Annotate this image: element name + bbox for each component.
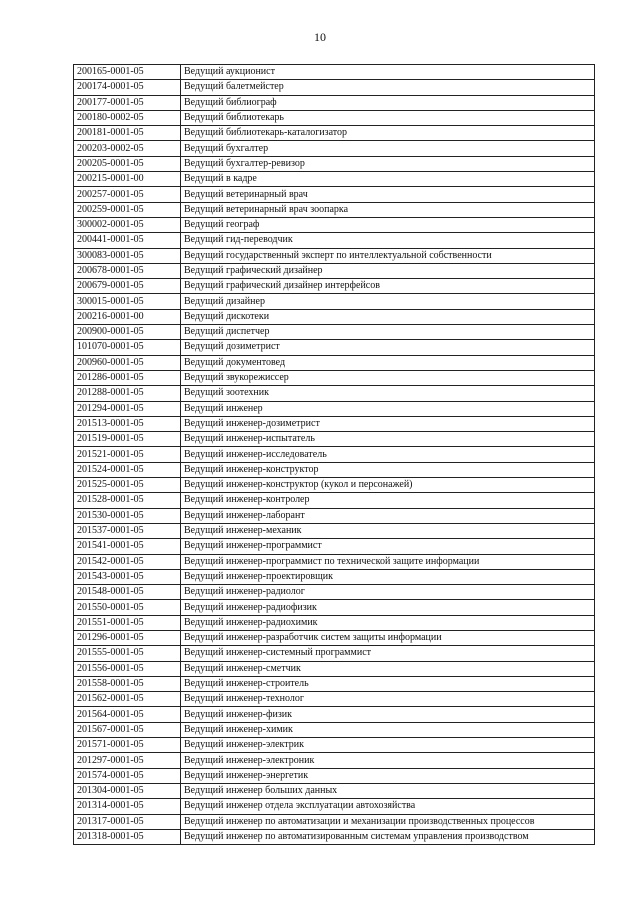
occupation-name: Ведущий диспетчер bbox=[181, 325, 595, 340]
table-row bbox=[74, 248, 595, 263]
occupation-name: Ведущий инженер-физик bbox=[181, 707, 595, 722]
table-row bbox=[74, 814, 595, 829]
occupation-name: Ведущий государственный эксперт по интеллектуальной собственности bbox=[181, 248, 595, 263]
occupation-code: 300083-0001-05 bbox=[74, 248, 181, 263]
table-row bbox=[74, 432, 595, 447]
occupation-name: Ведущий бухгалтер-ревизор bbox=[181, 156, 595, 171]
occupation-name: Ведущий инженер-электрик bbox=[181, 738, 595, 753]
occupation-code: 201304-0001-05 bbox=[74, 783, 181, 798]
occupation-name: Ведущий инженер по автоматизированным системам управления производством bbox=[181, 829, 595, 844]
occupation-name: Ведущий ветеринарный врач зоопарка bbox=[181, 202, 595, 217]
occupation-code: 101070-0001-05 bbox=[74, 340, 181, 355]
occupation-code: 201294-0001-05 bbox=[74, 401, 181, 416]
occupation-code: 201543-0001-05 bbox=[74, 569, 181, 584]
occupation-code: 200205-0001-05 bbox=[74, 156, 181, 171]
occupation-code: 200203-0002-05 bbox=[74, 141, 181, 156]
table-row bbox=[74, 233, 595, 248]
table-row bbox=[74, 646, 595, 661]
occupation-code: 201564-0001-05 bbox=[74, 707, 181, 722]
table-row bbox=[74, 126, 595, 141]
occupation-code: 200678-0001-05 bbox=[74, 263, 181, 278]
table-row bbox=[74, 829, 595, 844]
occupation-name: Ведущий инженер отдела эксплуатации автохозяйства bbox=[181, 799, 595, 814]
occupation-code: 201296-0001-05 bbox=[74, 630, 181, 645]
occupation-code: 201562-0001-05 bbox=[74, 692, 181, 707]
occupation-code: 201542-0001-05 bbox=[74, 554, 181, 569]
occupation-code: 200165-0001-05 bbox=[74, 65, 181, 80]
occupation-name: Ведущий в кадре bbox=[181, 172, 595, 187]
occupation-name: Ведущий дискотеки bbox=[181, 309, 595, 324]
occupation-code: 201558-0001-05 bbox=[74, 676, 181, 691]
table-row bbox=[74, 80, 595, 95]
table-row bbox=[74, 401, 595, 416]
table-row bbox=[74, 156, 595, 171]
occupation-name: Ведущий инженер больших данных bbox=[181, 783, 595, 798]
table-body bbox=[74, 65, 595, 845]
occupation-name: Ведущий инженер-программист bbox=[181, 539, 595, 554]
occupation-name: Ведущий дизайнер bbox=[181, 294, 595, 309]
table-row bbox=[74, 692, 595, 707]
occupation-code: 300015-0001-05 bbox=[74, 294, 181, 309]
occupation-name: Ведущий инженер-энергетик bbox=[181, 768, 595, 783]
occupation-name: Ведущий инженер-системный программист bbox=[181, 646, 595, 661]
occupation-code: 201524-0001-05 bbox=[74, 462, 181, 477]
occupation-name: Ведущий аукционист bbox=[181, 65, 595, 80]
occupation-name: Ведущий дозиметрист bbox=[181, 340, 595, 355]
table-row bbox=[74, 799, 595, 814]
occupation-code: 201525-0001-05 bbox=[74, 478, 181, 493]
occupation-name: Ведущий ветеринарный врач bbox=[181, 187, 595, 202]
occupation-name: Ведущий инженер-химик bbox=[181, 722, 595, 737]
occupation-code: 200259-0001-05 bbox=[74, 202, 181, 217]
occupation-codes-table bbox=[73, 64, 595, 845]
occupation-code: 201555-0001-05 bbox=[74, 646, 181, 661]
occupation-name: Ведущий инженер-дозиметрист bbox=[181, 416, 595, 431]
occupation-code: 201537-0001-05 bbox=[74, 523, 181, 538]
occupation-code: 201548-0001-05 bbox=[74, 585, 181, 600]
table-row bbox=[74, 65, 595, 80]
occupation-name: Ведущий библиотекарь-каталогизатор bbox=[181, 126, 595, 141]
table-row bbox=[74, 294, 595, 309]
occupation-name: Ведущий инженер-радиолог bbox=[181, 585, 595, 600]
occupation-name: Ведущий библиограф bbox=[181, 95, 595, 110]
table-row bbox=[74, 187, 595, 202]
table-row bbox=[74, 202, 595, 217]
table-row bbox=[74, 386, 595, 401]
table-row bbox=[74, 462, 595, 477]
table-row bbox=[74, 554, 595, 569]
occupation-name: Ведущий графический дизайнер bbox=[181, 263, 595, 278]
occupation-name: Ведущий звукорежиссер bbox=[181, 370, 595, 385]
occupation-code: 200441-0001-05 bbox=[74, 233, 181, 248]
occupation-code: 200181-0001-05 bbox=[74, 126, 181, 141]
table-row bbox=[74, 95, 595, 110]
table-row bbox=[74, 768, 595, 783]
occupation-name: Ведущий балетмейстер bbox=[181, 80, 595, 95]
occupation-code: 201318-0001-05 bbox=[74, 829, 181, 844]
occupation-code: 200215-0001-00 bbox=[74, 172, 181, 187]
table-row bbox=[74, 370, 595, 385]
occupation-code: 201556-0001-05 bbox=[74, 661, 181, 676]
table-row bbox=[74, 141, 595, 156]
occupation-code: 200900-0001-05 bbox=[74, 325, 181, 340]
occupation-code: 201567-0001-05 bbox=[74, 722, 181, 737]
table-row bbox=[74, 676, 595, 691]
occupation-name: Ведущий библиотекарь bbox=[181, 110, 595, 125]
table-row bbox=[74, 309, 595, 324]
occupation-name: Ведущий географ bbox=[181, 217, 595, 232]
occupation-code: 200180-0002-05 bbox=[74, 110, 181, 125]
occupation-code: 201317-0001-05 bbox=[74, 814, 181, 829]
occupation-name: Ведущий инженер-строитель bbox=[181, 676, 595, 691]
table-row bbox=[74, 447, 595, 462]
occupation-name: Ведущий инженер-конструктор (кукол и персонажей) bbox=[181, 478, 595, 493]
occupation-name: Ведущий зоотехник bbox=[181, 386, 595, 401]
table-row bbox=[74, 416, 595, 431]
occupation-code: 200960-0001-05 bbox=[74, 355, 181, 370]
occupation-code: 201513-0001-05 bbox=[74, 416, 181, 431]
occupation-code: 201519-0001-05 bbox=[74, 432, 181, 447]
occupation-code: 201541-0001-05 bbox=[74, 539, 181, 554]
table-row bbox=[74, 279, 595, 294]
table-row bbox=[74, 172, 595, 187]
occupation-code: 200679-0001-05 bbox=[74, 279, 181, 294]
occupation-name: Ведущий документовед bbox=[181, 355, 595, 370]
occupation-code: 201528-0001-05 bbox=[74, 493, 181, 508]
page-number: 10 bbox=[314, 30, 326, 44]
occupation-code: 200257-0001-05 bbox=[74, 187, 181, 202]
table-row bbox=[74, 340, 595, 355]
table-row bbox=[74, 661, 595, 676]
table-row bbox=[74, 615, 595, 630]
occupation-name: Ведущий инженер-механик bbox=[181, 523, 595, 538]
occupation-code: 200177-0001-05 bbox=[74, 95, 181, 110]
occupation-code: 201297-0001-05 bbox=[74, 753, 181, 768]
table-row bbox=[74, 355, 595, 370]
table-row bbox=[74, 707, 595, 722]
occupation-name: Ведущий инженер-конструктор bbox=[181, 462, 595, 477]
occupation-code: 300002-0001-05 bbox=[74, 217, 181, 232]
table-row bbox=[74, 722, 595, 737]
table-row bbox=[74, 569, 595, 584]
occupation-name: Ведущий инженер-технолог bbox=[181, 692, 595, 707]
table-row bbox=[74, 508, 595, 523]
table-row bbox=[74, 110, 595, 125]
occupation-code: 201314-0001-05 bbox=[74, 799, 181, 814]
occupation-code: 201550-0001-05 bbox=[74, 600, 181, 615]
occupation-code: 201551-0001-05 bbox=[74, 615, 181, 630]
table-row bbox=[74, 600, 595, 615]
occupation-name: Ведущий инженер по автоматизации и механизации производственных процессов bbox=[181, 814, 595, 829]
occupation-name: Ведущий инженер-программист по технической защите информации bbox=[181, 554, 595, 569]
occupation-code: 201530-0001-05 bbox=[74, 508, 181, 523]
occupation-name: Ведущий инженер-исследователь bbox=[181, 447, 595, 462]
occupation-name: Ведущий инженер-контролер bbox=[181, 493, 595, 508]
occupation-code: 200216-0001-00 bbox=[74, 309, 181, 324]
table-row bbox=[74, 738, 595, 753]
occupation-code: 201571-0001-05 bbox=[74, 738, 181, 753]
table-row bbox=[74, 630, 595, 645]
occupation-name: Ведущий инженер-электроник bbox=[181, 753, 595, 768]
occupation-code: 200174-0001-05 bbox=[74, 80, 181, 95]
occupation-code: 201286-0001-05 bbox=[74, 370, 181, 385]
table-row bbox=[74, 585, 595, 600]
occupation-name: Ведущий инженер-разработчик систем защиты информации bbox=[181, 630, 595, 645]
occupation-code: 201288-0001-05 bbox=[74, 386, 181, 401]
occupation-name: Ведущий инженер-проектировщик bbox=[181, 569, 595, 584]
table-row bbox=[74, 783, 595, 798]
occupation-code: 201521-0001-05 bbox=[74, 447, 181, 462]
occupation-name: Ведущий бухгалтер bbox=[181, 141, 595, 156]
occupation-name: Ведущий инженер bbox=[181, 401, 595, 416]
table-row bbox=[74, 217, 595, 232]
table-row bbox=[74, 753, 595, 768]
occupation-name: Ведущий инженер-лаборант bbox=[181, 508, 595, 523]
occupation-code: 201574-0001-05 bbox=[74, 768, 181, 783]
occupation-name: Ведущий инженер-сметчик bbox=[181, 661, 595, 676]
table-row bbox=[74, 478, 595, 493]
occupation-name: Ведущий инженер-радиофизик bbox=[181, 600, 595, 615]
occupation-name: Ведущий инженер-радиохимик bbox=[181, 615, 595, 630]
table-row bbox=[74, 523, 595, 538]
occupation-name: Ведущий инженер-испытатель bbox=[181, 432, 595, 447]
table-row bbox=[74, 263, 595, 278]
occupation-name: Ведущий гид-переводчик bbox=[181, 233, 595, 248]
table-row bbox=[74, 539, 595, 554]
occupation-name: Ведущий графический дизайнер интерфейсов bbox=[181, 279, 595, 294]
table-row bbox=[74, 325, 595, 340]
table-row bbox=[74, 493, 595, 508]
